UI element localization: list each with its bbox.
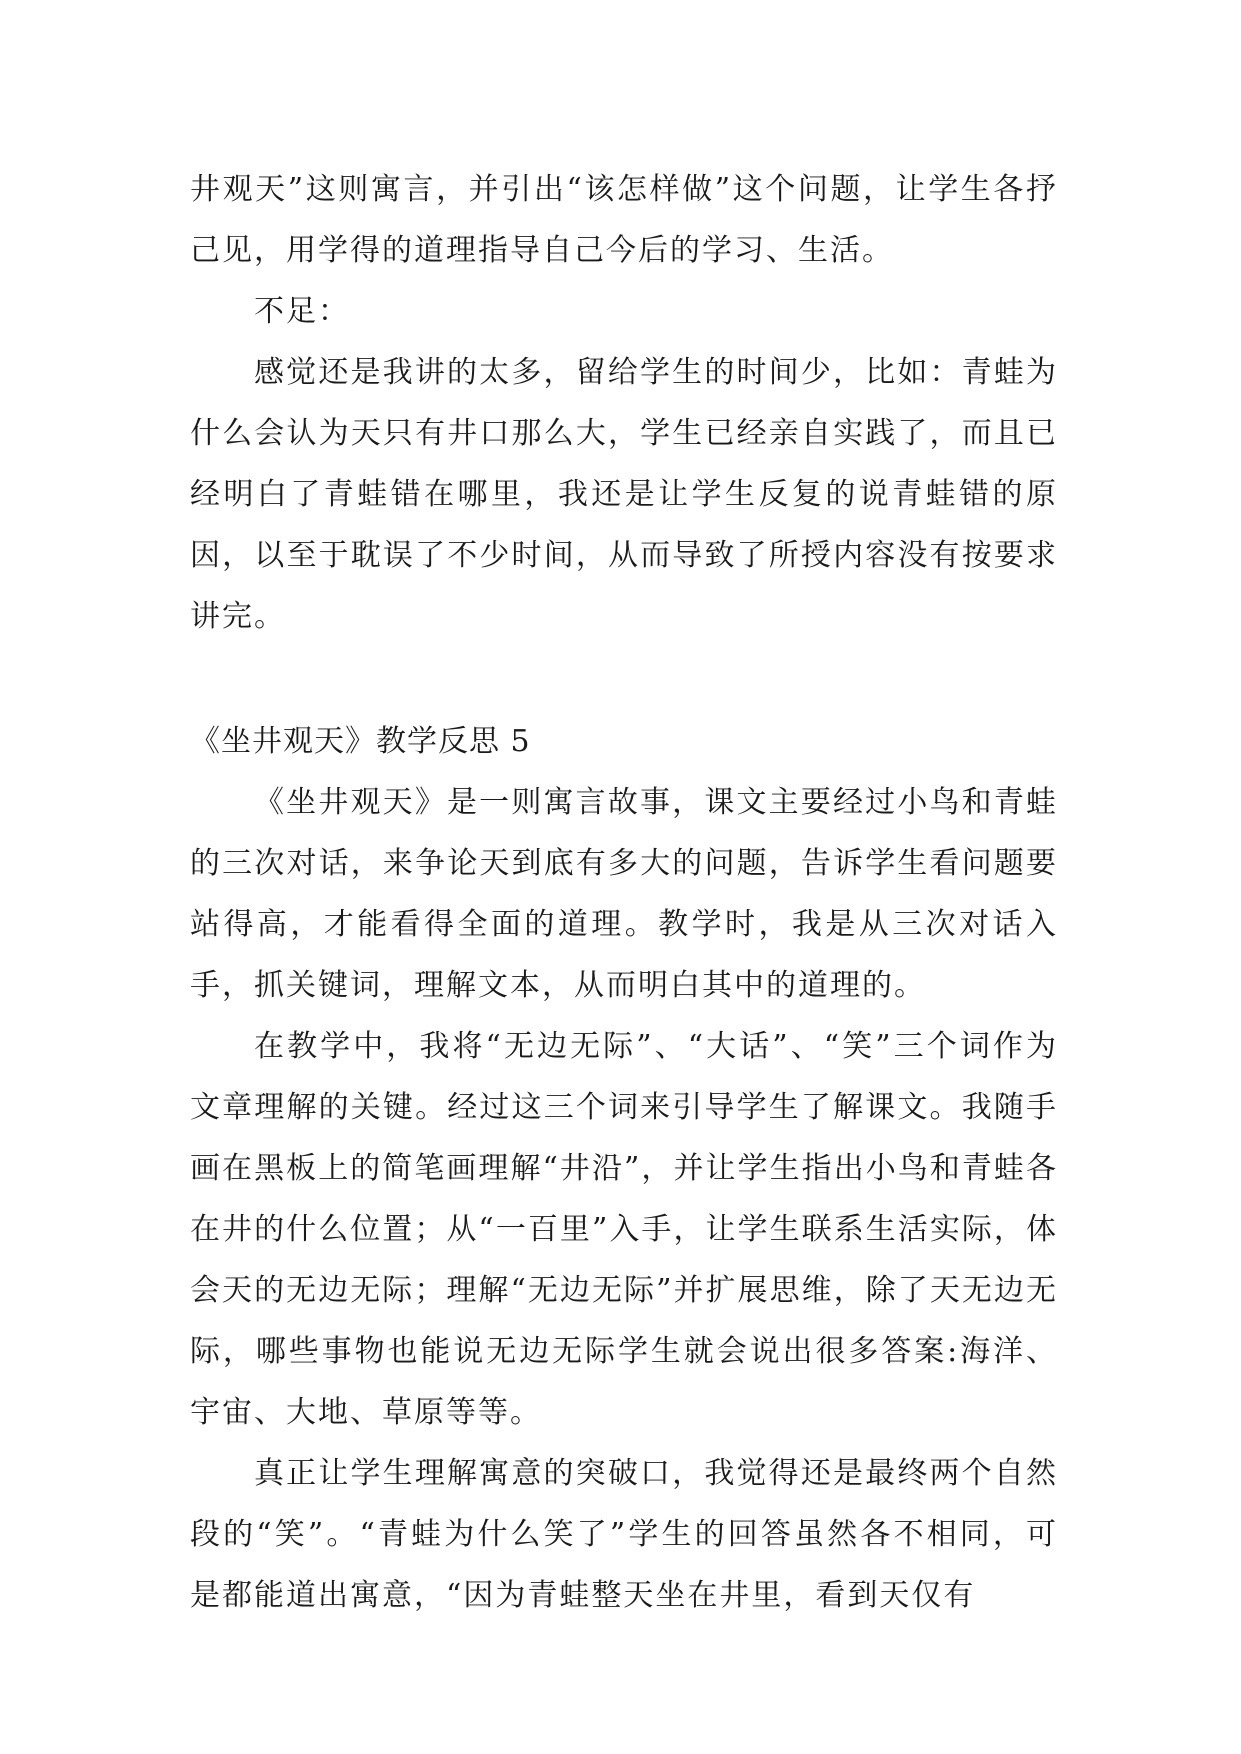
- paragraph-keywords: 在教学中，我将“无边无际”、“大话”、“笑”三个词作为文章理解的关键。经过这三个词来引导学生了解课文。我随手画在黑板上的简笔画理解“井沿”，并让学生指出小鸟和青蛙各在井的什么位置；从“一百里”入手，让学生联系生活实际，体会天的无边无际；理解“无边无际”并扩展思维，除了天无边无际，哪些事物也能说无边无际学生就会说出很多答案:海洋、宇宙、大地、草原等等。: [190, 1029, 1058, 1430]
- section-title: 《坐井观天》教学反思 5: [190, 724, 531, 759]
- paragraph-shortcomings: 感觉还是我讲的太多，留给学生的时间少，比如：青蛙为什么会认为天只有井口那么大，学生已经亲自实践了，而且已经明白了青蛙错在哪里，我还是让学生反复的说青蛙错的原因，以至于耽误了不少时间，从而导致了所授内容没有按要求讲完。: [190, 355, 1058, 634]
- paragraph-intro: 《坐井观天》是一则寓言故事，课文主要经过小鸟和青蛙的三次对话，来争论天到底有多大的问题，告诉学生看问题要站得高，才能看得全面的道理。教学时，我是从三次对话入手，抓关键词，理解文本，从而明白其中的道理的。: [190, 785, 1058, 1003]
- document-body: [190, 159, 1058, 1626]
- paragraph-continuation: 井观天”这则寓言，并引出“该怎样做”这个问题，让学生各抒己见，用学得的道理指导自己今后的学习、生活。: [190, 172, 1058, 268]
- paragraph-breakthrough: 真正让学生理解寓意的突破口，我觉得还是最终两个自然段的“笑”。“青蛙为什么笑了”学生的回答虽然各不相同，可是都能道出寓意，“因为青蛙整天坐在井里，看到天仅有: [190, 1456, 1058, 1613]
- paragraph-shortcomings-label: 不足：: [254, 294, 350, 329]
